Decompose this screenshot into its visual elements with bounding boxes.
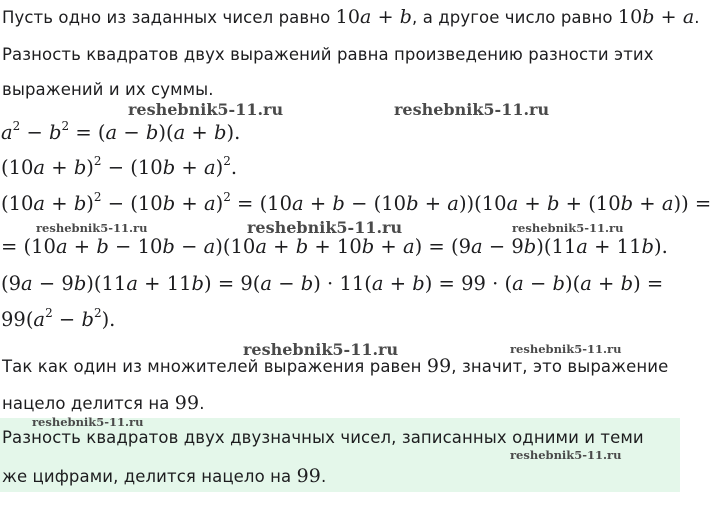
reason-number: 99	[426, 355, 452, 377]
intro-line	[2, 6, 700, 28]
formula-difference-of-squares: $a^2 - b^2 = (a - b)(a + b)$.	[1, 119, 241, 144]
conclusion-text-end: .	[320, 467, 327, 486]
formula-result: $99(a^2 - b^2)$.	[1, 306, 116, 331]
watermark: reshebnik5-11.ru	[32, 415, 144, 429]
reason-number-2: 99	[174, 392, 200, 414]
watermark: reshebnik5-11.ru	[512, 221, 624, 235]
rule-line-2: выражений и их суммы.	[2, 80, 214, 99]
formula-expansion-1: $(10a + b)^2 - (10b + a)^2 = (10a + b - (10b + a))(10a + b + (10b + a))$ =	[1, 190, 711, 215]
watermark: reshebnik5-11.ru	[247, 218, 403, 237]
intro-text: Пусть одно из заданных чисел равно	[2, 8, 336, 27]
reason-text-2: нацело делится на	[2, 394, 175, 413]
reason-text-2-end: .	[199, 394, 205, 413]
watermark: reshebnik5-11.ru	[128, 100, 284, 119]
watermark: reshebnik5-11.ru	[510, 342, 622, 356]
formula-expansion-2: = (10a + b − 10b − a)(10a + b + 10b + a) = (9a − 9b)(11a + 11b).	[1, 235, 668, 258]
watermark: reshebnik5-11.ru	[510, 448, 622, 462]
formula-factor: (9a − 9b)(11a + 11b) = 9(a − b) · 11(a + b) = 99 · (a − b)(a + b) =	[1, 272, 664, 295]
conclusion-number: 99	[296, 465, 321, 487]
conclusion-line-1: Разность квадратов двух двузначных чисел, записанных одними и теми	[2, 428, 644, 447]
reason-text-end: , значит, это выражение	[451, 357, 669, 376]
expr-10a-plus-b: 10a + b	[335, 6, 413, 28]
watermark: reshebnik5-11.ru	[243, 340, 399, 359]
watermark: reshebnik5-11.ru	[394, 100, 550, 119]
conclusion-line-2	[2, 465, 326, 487]
rule-line-1: Разность квадратов двух выражений равна произведению разности этих	[2, 45, 654, 64]
conclusion-text: же цифрами, делится нацело на	[2, 467, 297, 486]
reason-line-2	[2, 392, 205, 414]
watermark: reshebnik5-11.ru	[36, 221, 148, 235]
intro-text-end: .	[694, 8, 700, 27]
expr-10b-plus-a: 10b + a	[617, 6, 695, 28]
intro-text-mid: , а другое число равно	[412, 8, 618, 27]
reason-text: Так как один из множителей выражения равен	[2, 357, 427, 376]
formula-expression: $(10a + b)^2 - (10b + a)^2$.	[1, 154, 238, 179]
